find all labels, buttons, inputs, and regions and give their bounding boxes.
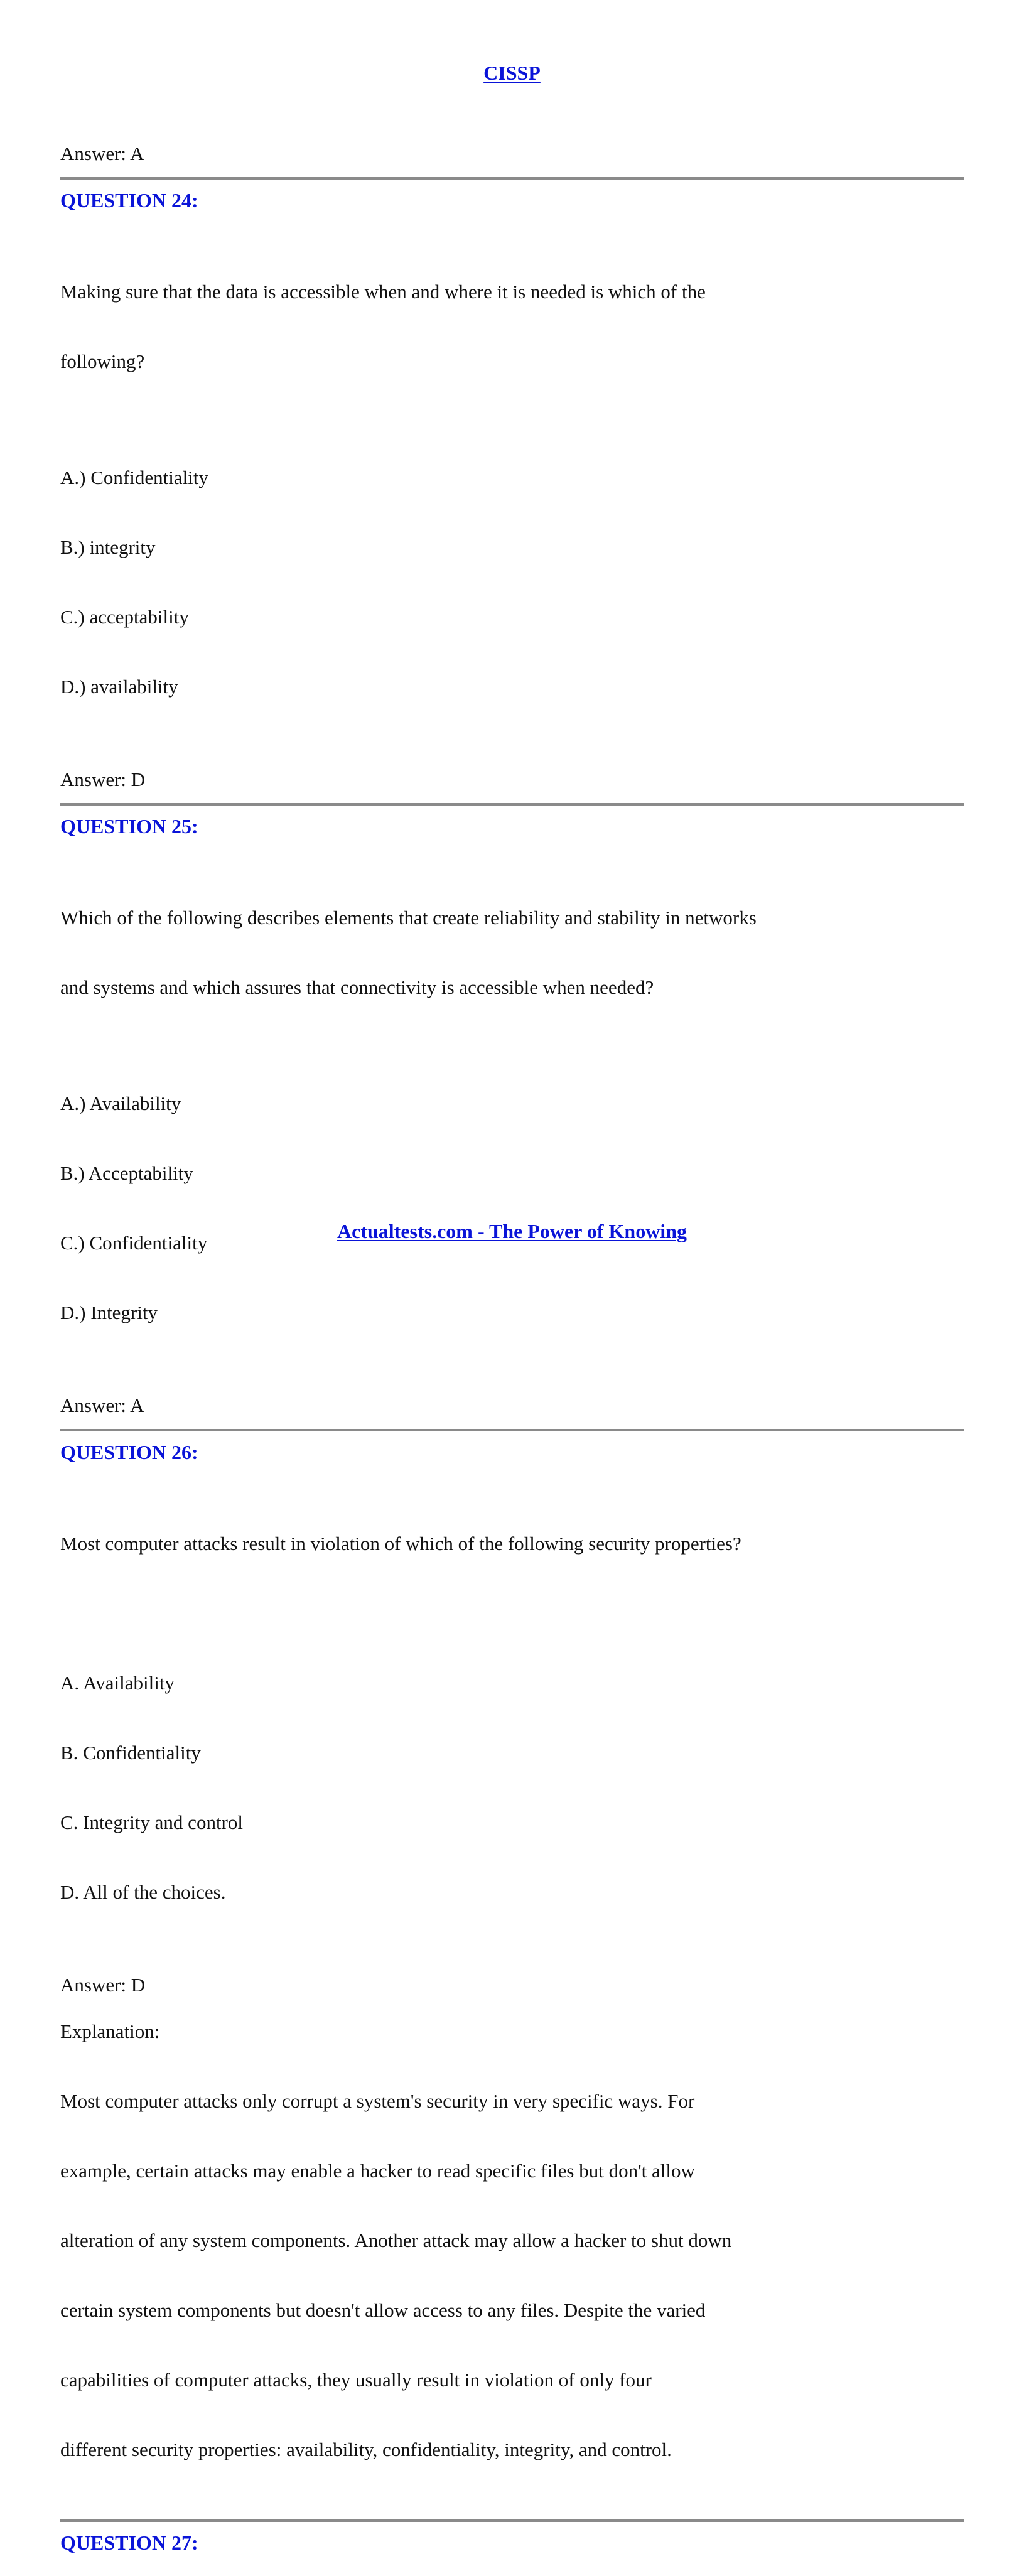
question-text	[60, 1485, 964, 1602]
option-d: D.) availability	[60, 676, 178, 698]
option-b: B.) integrity	[60, 536, 156, 558]
page-footer	[0, 1219, 1024, 1244]
question-text	[60, 860, 964, 1045]
option-c: C. Integrity and control	[60, 1811, 243, 1833]
explanation-line: Most computer attacks only corrupt a system's security in very specific ways. For	[60, 2090, 695, 2112]
option-b: B. Confidentiality	[60, 1742, 201, 1764]
page-header	[0, 60, 1024, 85]
option-a: A.) Confidentiality	[60, 466, 208, 488]
divider	[60, 1429, 964, 1431]
option-c: C.) acceptability	[60, 606, 189, 628]
option-a: A.) Availability	[60, 1092, 181, 1114]
question-heading: QUESTION 25:	[60, 815, 198, 838]
explanation-line: capabilities of computer attacks, they usually result in violation of only four	[60, 2369, 652, 2391]
question-heading: QUESTION 26:	[60, 1441, 198, 1463]
question-26	[60, 1440, 964, 2508]
divider	[60, 803, 964, 806]
question-text-line: and systems and which assures that connectivity is accessible when needed?	[60, 976, 654, 998]
explanation-label: Explanation:	[60, 2020, 160, 2042]
explanation-line: different security properties: availability, confidentiality, integrity, and control.	[60, 2439, 672, 2460]
answer: Answer: D	[60, 768, 146, 790]
divider	[60, 177, 964, 180]
explanation-line: example, certain attacks may enable a hacker to read specific files but don't allow	[60, 2160, 695, 2182]
question-27	[60, 2530, 964, 2555]
question-text-line: Which of the following describes elements that create reliability and stability in networks	[60, 907, 757, 929]
header-title-link[interactable]: CISSP	[483, 62, 541, 84]
question-25	[60, 814, 964, 1417]
question-text-line: Making sure that the data is accessible when and where it is needed is which of the	[60, 281, 706, 303]
explanation-line: certain system components but doesn't allow access to any files. Despite the varied	[60, 2299, 706, 2321]
option-list	[60, 1045, 964, 1371]
explanation-line: alteration of any system components. Another attack may allow a hacker to shut down	[60, 2229, 732, 2251]
divider	[60, 2519, 964, 2522]
option-d: D.) Integrity	[60, 1301, 158, 1323]
question-text	[60, 234, 964, 419]
option-c: C.) Confidentiality	[60, 1232, 208, 1254]
option-list	[60, 419, 964, 745]
explanation-text	[60, 2043, 964, 2508]
option-d: D. All of the choices.	[60, 1881, 226, 1903]
question-text-line: following?	[60, 350, 145, 372]
answer: Answer: D	[60, 1974, 146, 1996]
option-b: B.) Acceptability	[60, 1162, 193, 1184]
option-list	[60, 1625, 964, 1950]
question-heading: QUESTION 27:	[60, 2531, 198, 2554]
previous-answer: Answer: A	[60, 143, 144, 164]
option-a: A. Availability	[60, 1672, 175, 1694]
answer: Answer: A	[60, 1394, 144, 1416]
question-text-line: Most computer attacks result in violation of which of the following security properties?	[60, 1533, 741, 1555]
question-24	[60, 188, 964, 791]
document-body	[60, 142, 964, 2576]
footer-link[interactable]: Actualtests.com - The Power of Knowing	[337, 1220, 687, 1242]
question-heading: QUESTION 24:	[60, 189, 198, 212]
